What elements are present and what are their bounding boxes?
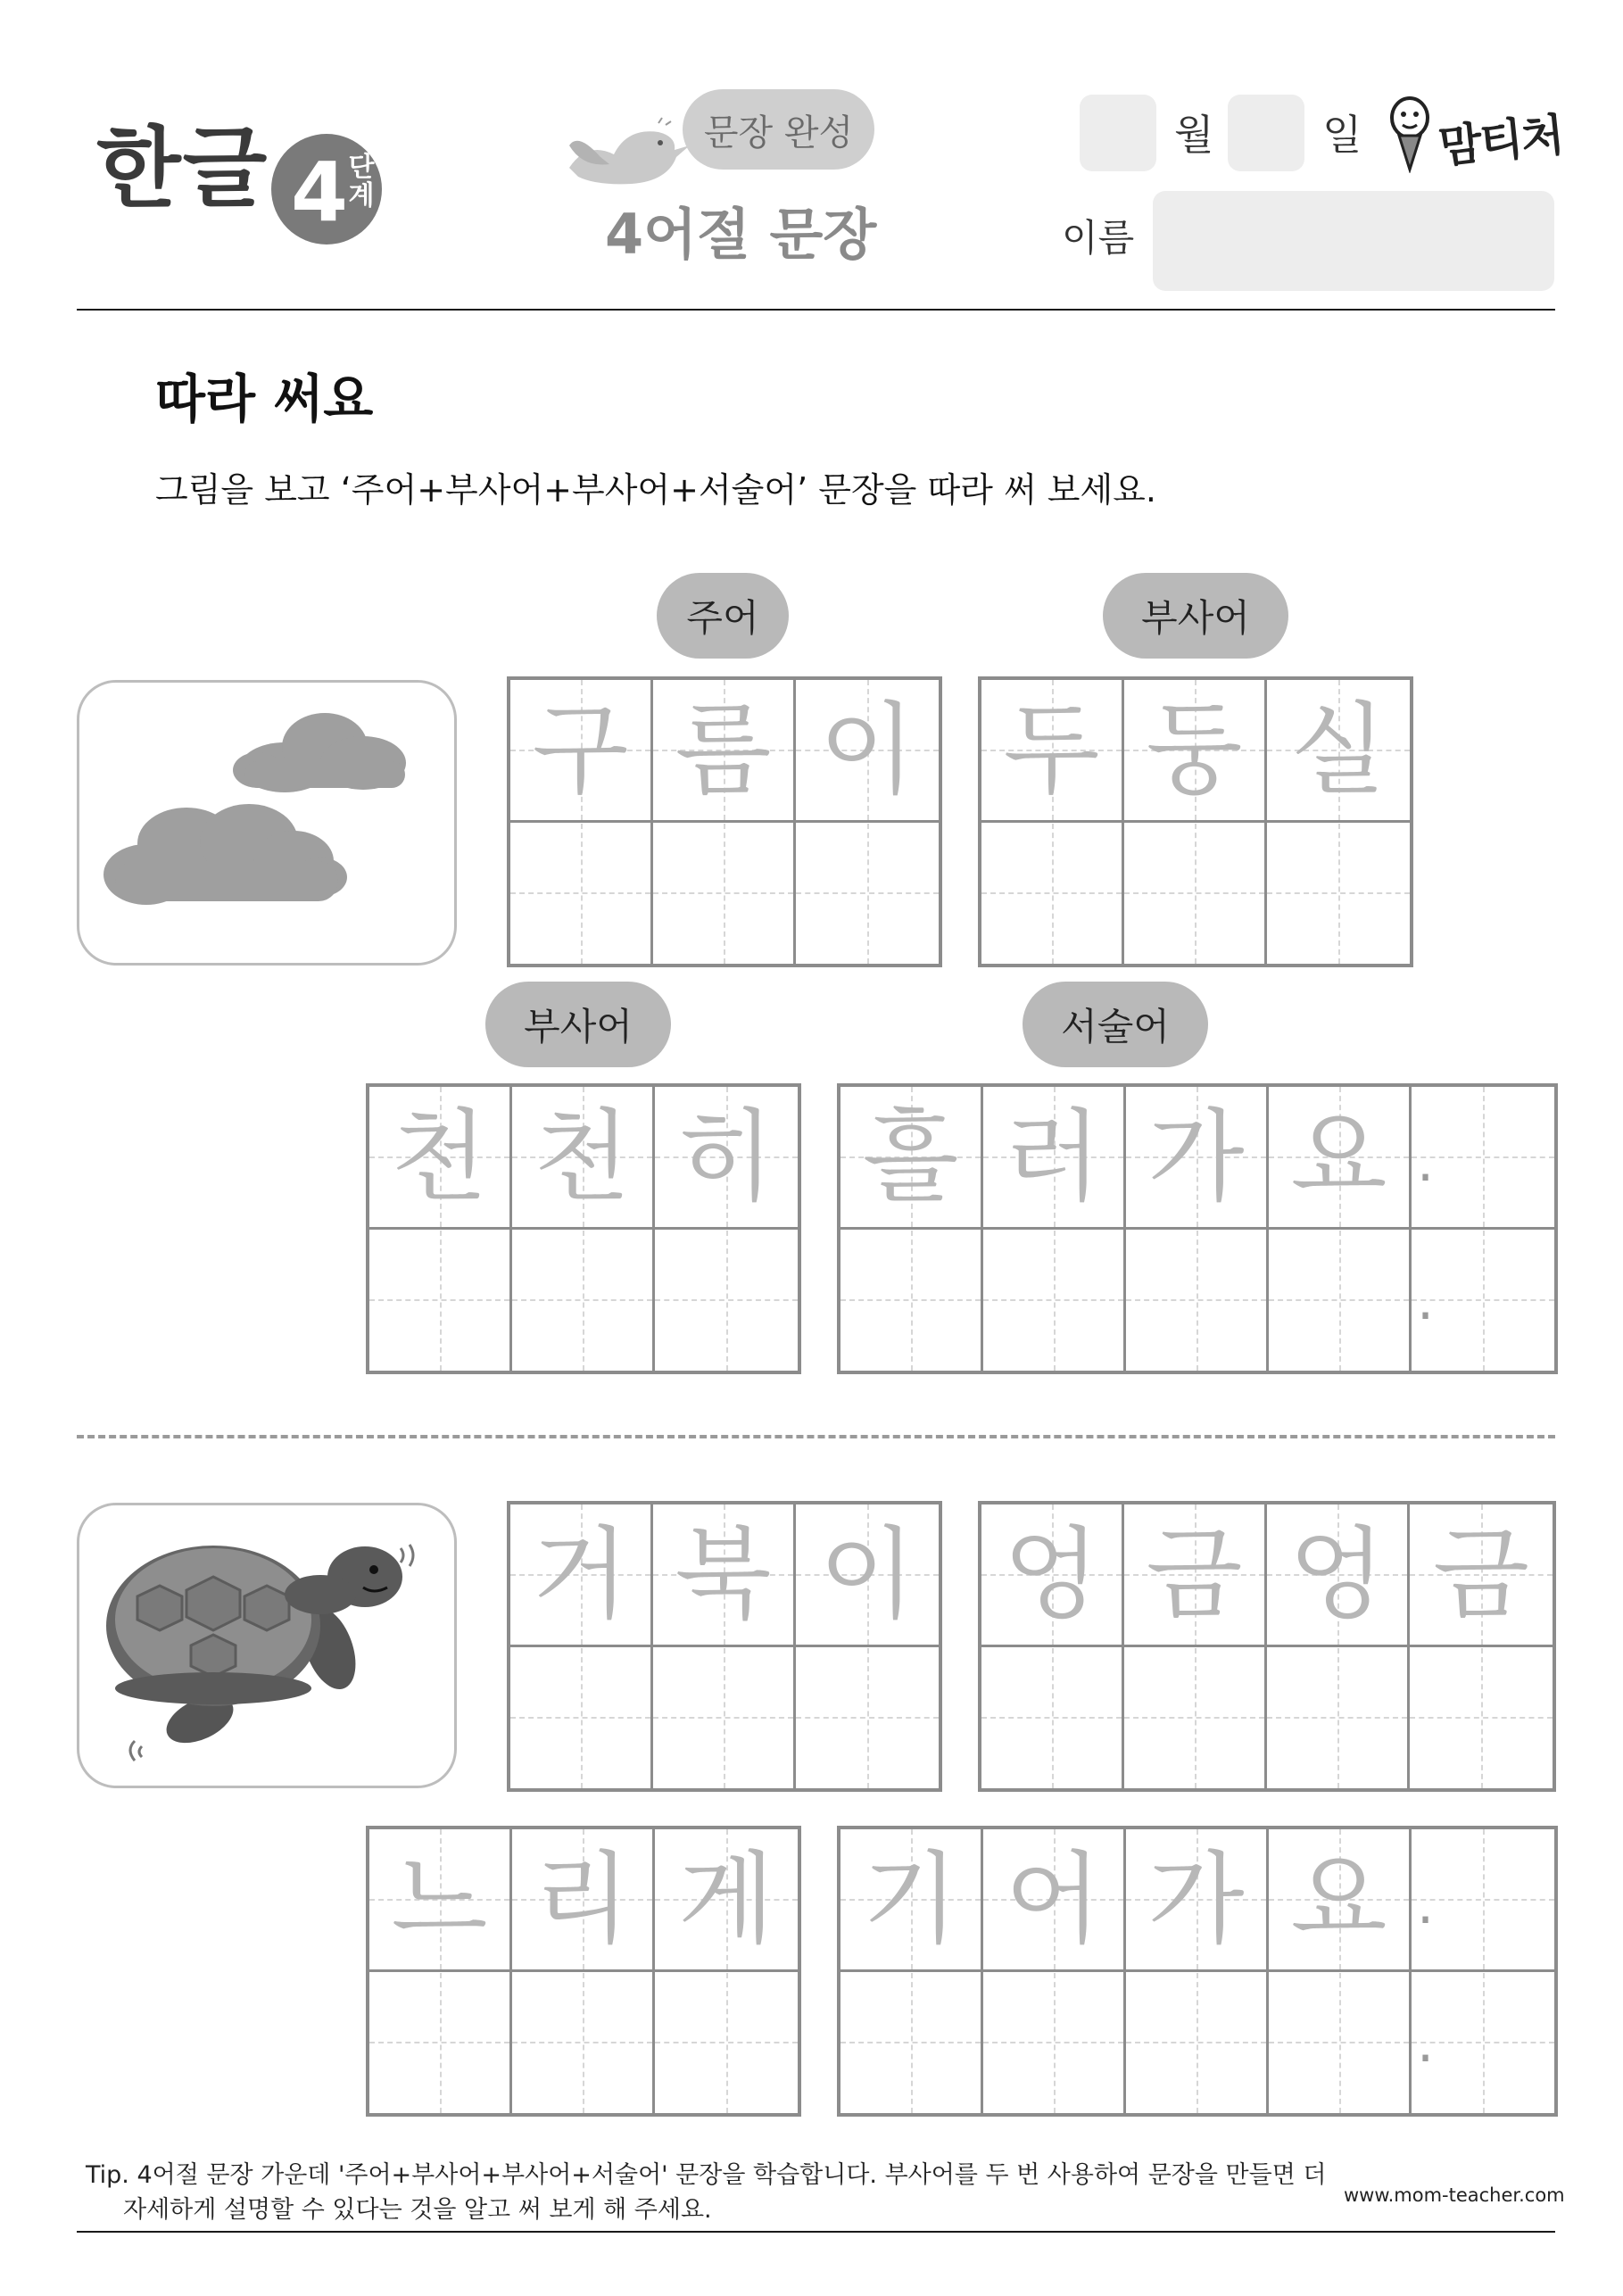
- writing-cell[interactable]: [655, 1087, 798, 1371]
- trace-character: 리: [534, 1842, 631, 1958]
- trace-character: 흘: [862, 1099, 959, 1215]
- trace-character: 둥: [1146, 692, 1243, 808]
- trace-character: 엉: [1003, 1517, 1100, 1633]
- writing-cell[interactable]: [1124, 680, 1267, 964]
- writing-cell[interactable]: [981, 680, 1124, 964]
- trace-character: 어: [1005, 1842, 1102, 1958]
- trace-character: 구: [532, 692, 629, 808]
- name-field[interactable]: [1153, 191, 1554, 291]
- trace-character: 게: [677, 1842, 775, 1958]
- writing-cell[interactable]: [840, 1829, 983, 2113]
- word-grid: [507, 1501, 942, 1792]
- word-grid: [978, 1501, 1556, 1792]
- trace-character: 천: [391, 1099, 488, 1215]
- writing-cell[interactable]: [1412, 1087, 1554, 1371]
- writing-cell[interactable]: [1410, 1504, 1553, 1788]
- writing-cell[interactable]: [510, 680, 653, 964]
- bird-icon: [560, 105, 694, 195]
- writing-cell[interactable]: [1126, 1829, 1269, 2113]
- tip-line: 자세하게 설명할 수 있다는 것을 알고 써 보게 해 주세요.: [123, 2196, 712, 2225]
- writing-cell[interactable]: [510, 1504, 653, 1788]
- level-number: 4: [291, 145, 349, 240]
- cloud-icon: [79, 683, 454, 963]
- trace-character: 히: [677, 1099, 775, 1215]
- writing-cell[interactable]: [796, 680, 939, 964]
- trace-character: 북: [675, 1517, 772, 1633]
- section-heading: 따라 써요: [155, 369, 374, 429]
- brand-title: 한글: [96, 118, 269, 220]
- writing-cell[interactable]: [369, 1829, 512, 2113]
- writing-cell[interactable]: [1126, 1087, 1269, 1371]
- trace-character: 금: [1146, 1517, 1243, 1633]
- trace-period: .: [1417, 1131, 1435, 1194]
- writing-cell[interactable]: [1269, 1087, 1412, 1371]
- trace-character: 요: [1290, 1099, 1387, 1215]
- website-link[interactable]: www.mom-teacher.com: [1344, 2184, 1565, 2206]
- writing-cell[interactable]: [1412, 1829, 1554, 2113]
- trace-period: .: [1417, 2012, 1435, 2075]
- header-divider: [77, 309, 1555, 311]
- writing-cell[interactable]: [1269, 1829, 1412, 2113]
- topic-badge: 문장 완성: [683, 89, 874, 170]
- worksheet-subtitle: 4어절 문장: [605, 202, 877, 267]
- trace-character: 요: [1290, 1842, 1387, 1958]
- trace-character: 천: [534, 1099, 631, 1215]
- tip-text: [86, 2158, 1335, 2227]
- tag-adverb: 부사어: [485, 982, 671, 1067]
- day-label: 일: [1322, 111, 1362, 159]
- writing-cell[interactable]: [1267, 1504, 1410, 1788]
- tag-subject: 주어: [657, 573, 789, 659]
- word-grid: [837, 1826, 1558, 2117]
- turtle-icon: [79, 1505, 454, 1786]
- trace-character: 이: [818, 692, 916, 808]
- word-grid: [837, 1083, 1558, 1374]
- writing-cell[interactable]: [655, 1829, 798, 2113]
- trace-character: 가: [1147, 1842, 1245, 1958]
- writing-cell[interactable]: [796, 1504, 939, 1788]
- instruction-text: 그림을 보고 ‘주어+부사어+부사어+서술어’ 문장을 따라 써 보세요.: [155, 470, 1156, 510]
- tag-adverb: 부사어: [1103, 573, 1288, 659]
- writing-cell[interactable]: [512, 1829, 655, 2113]
- level-word: 단계: [348, 152, 375, 211]
- trace-character: 가: [1147, 1099, 1245, 1215]
- word-grid: [366, 1826, 801, 2117]
- turtle-picture: [77, 1503, 457, 1788]
- trace-character: 름: [675, 692, 772, 808]
- section-divider: [77, 1435, 1555, 1438]
- writing-cell[interactable]: [653, 680, 796, 964]
- trace-character: 엉: [1288, 1517, 1386, 1633]
- writing-cell[interactable]: [981, 1504, 1124, 1788]
- trace-character: 거: [532, 1517, 629, 1633]
- name-label: 이름: [1062, 216, 1135, 260]
- writing-cell[interactable]: [983, 1087, 1126, 1371]
- writing-cell[interactable]: [1267, 680, 1410, 964]
- trace-character: 두: [1003, 692, 1100, 808]
- word-grid: [366, 1083, 801, 1374]
- trace-character: 실: [1289, 692, 1387, 808]
- pencil-mascot-icon: [1381, 93, 1438, 173]
- trace-character: 느: [391, 1842, 488, 1958]
- trace-character: 이: [818, 1517, 916, 1633]
- day-field[interactable]: [1228, 95, 1304, 171]
- writing-cell[interactable]: [983, 1829, 1126, 2113]
- tip-line: Tip. 4어절 문장 가운데 '주어+부사어+부사어+서술어' 문장을 학습합니다. 부사어를 두 번 사용하여 문장을 만들면 더: [86, 2161, 1327, 2189]
- writing-cell[interactable]: [1124, 1504, 1267, 1788]
- month-field[interactable]: [1080, 95, 1156, 171]
- word-grid: [978, 676, 1413, 967]
- word-grid: [507, 676, 942, 967]
- writing-cell[interactable]: [653, 1504, 796, 1788]
- writing-cell[interactable]: [369, 1087, 512, 1371]
- level-badge: [271, 134, 382, 245]
- tag-predicate: 서술어: [1023, 982, 1208, 1067]
- footer-divider: [77, 2231, 1555, 2233]
- month-label: 월: [1174, 111, 1214, 159]
- trace-character: 러: [1005, 1099, 1102, 1215]
- trace-period: .: [1417, 1270, 1435, 1332]
- trace-period: .: [1417, 1874, 1435, 1936]
- trace-character: 금: [1432, 1517, 1530, 1633]
- writing-cell[interactable]: [840, 1087, 983, 1371]
- logo-text: 맘티처: [1436, 108, 1565, 174]
- trace-character: 기: [862, 1842, 959, 1958]
- writing-cell[interactable]: [512, 1087, 655, 1371]
- clouds-picture: [77, 680, 457, 966]
